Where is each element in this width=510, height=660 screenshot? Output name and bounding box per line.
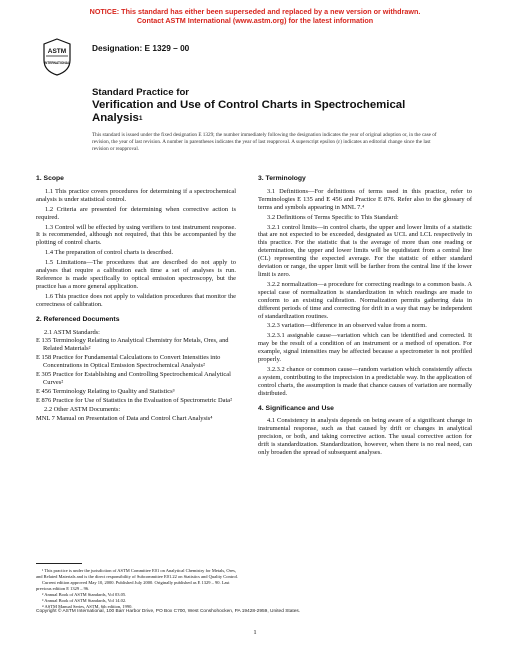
terminology-para: 3.2.3 variation—difference in an observed value from a norm. xyxy=(267,322,427,330)
notice-line-1: NOTICE: This standard has either been superseded and replaced by a new version or withdrawn. xyxy=(89,7,421,16)
terminology-para: 3.2.3.2 chance or common cause—random variation which consistently affects a system, contributing to the imprecision in a predictable way. In the application of control charts, the assumption is made that chance causes of variation are normally distributed. xyxy=(258,365,472,397)
footnote: ³ Annual Book of ASTM Standards, Vol 14.02. xyxy=(42,598,127,603)
reference-item: MNL 7 Manual on Presentation of Data and Control Chart Analysis⁴ xyxy=(36,414,213,422)
terminology-para: 3.2.2 normalization—a procedure for correcting readings to a common basis. A special case of normalization is standardization in which readings are made to conform to an existing calibration. Normalization permits gathering data in different periods of time and correcting for drift in a way that may be independent of standardization routines. xyxy=(258,280,472,320)
page-number: 1 xyxy=(253,629,257,636)
logo-top-text: ASTM xyxy=(47,48,67,55)
document-title xyxy=(92,87,482,125)
notice-line-2: Contact ASTM International (www.astm.org) for the latest information xyxy=(136,16,374,25)
right-column xyxy=(258,175,472,459)
terminology-para: 3.2.3.1 assignable cause—variation which can be identified and corrected. It may be the result of a condition of an instrument or a method of operation. For example, signal intensities may be affected because a spectrometer is not profiled properly. xyxy=(258,332,472,364)
title-footnote-mark: 1 xyxy=(138,115,143,123)
referenced-documents-heading: 2. Referenced Documents xyxy=(36,315,120,323)
supersession-notice xyxy=(0,7,510,25)
footnote-rule xyxy=(36,563,82,564)
scope-para-6: 1.6 This practice does not apply to validation procedures that monitor the correctness of calibration. xyxy=(36,292,236,308)
scope-para-1: 1.1 This practice covers procedures for determining if a spectrochemical analysis is under statistical control. xyxy=(36,187,236,203)
title-line-1: Standard Practice for xyxy=(92,87,190,98)
reference-item: E 305 Practice for Establishing and Controlling Spectrochemical Analytical Curves² xyxy=(36,371,231,386)
copyright-line: Copyright © ASTM International, 100 Barr Harbor Drive, PO Box C700, West Conshohocken, PA 19428-2959, United States. xyxy=(36,609,301,614)
terminology-heading: 3. Terminology xyxy=(258,175,306,182)
footnote: ² Annual Book of ASTM Standards, Vol 03.05. xyxy=(42,592,127,597)
astm-standards-label: 2.1 ASTM Standards: xyxy=(44,328,100,336)
logo-bottom-text: INTERNATIONAL xyxy=(44,61,70,65)
title-line-3: Analysis xyxy=(92,112,139,125)
title-line-2: Verification and Use of Control Charts in Spectrochemical xyxy=(92,99,406,111)
footnote: ¹ This practice is under the jurisdiction of ASTM Committee E01 on Analytical Chemistry for Metals, Ores, and Related Materials and is the direct responsibility of Subcommittee E01.22 on Statistics and Quality Control. xyxy=(36,568,239,579)
reference-item: E 456 Terminology Relating to Quality and Statistics³ xyxy=(36,387,175,395)
terminology-para: 3.1 Definitions—For definitions of terms used in this practice, refer to Terminologies E 135 and E 456 and Practice E 876. Refer also to the glossary of terms and symbols appearing in MNL 7.⁴ xyxy=(258,187,472,211)
reference-item: E 158 Practice for Fundamental Calculations to Convert Intensities into Concentrations in Optical Emission Spectrochemical Analysis² xyxy=(36,354,221,370)
significance-para: 4.1 Consistency in analysis depends on being aware of a significant change in instrumental response, such as that caused by drift or changes in analytical precision, or both, and taking corrective action. The usual corrective action for drift is standardization. Standardization, however, when there is no real need, can only broaden the spread of subsequent analyses. xyxy=(258,417,472,457)
significance-heading: 4. Significance and Use xyxy=(258,404,334,412)
scope-heading: 1. Scope xyxy=(36,175,64,182)
reference-item: E 135 Terminology Relating to Analytical Chemistry for Metals, Ores, and Related Materials² xyxy=(36,337,229,353)
scope-para-2: 1.2 Criteria are presented for determining when corrective action is required. xyxy=(36,205,236,221)
footnote: ⁴ ASTM Manual Series, ASTM, 6th edition, 1990. xyxy=(42,604,133,609)
footnote: Current edition approved May 10, 2000. Published July 2000. Originally published as E 1329 – 90. Last previous edition E 1329 – 96. xyxy=(36,580,230,591)
scope-para-5: 1.5 Limitations—The procedures that are described do not apply to analyses that require a calibration each time a set of analyses is run. Reference is made specifically to optical emission spectroscopy, but the practice has a more general application. xyxy=(36,259,236,290)
footnotes xyxy=(36,563,242,610)
issuance-statement: This standard is issued under the fixed designation E 1329; the number immediately following the designation indicates the year of original adoption or, in the case of revision, the year of last revision. A number in parentheses indicates the year of last reapproval. A superscript epsilon (ε) indicates an editorial change since the last revision or reapproval. xyxy=(92,132,437,152)
scope-para-4: 1.4 The preparation of control charts is described. xyxy=(45,249,174,257)
terminology-para: 3.2 Definitions of Terms Specific to This Standard: xyxy=(267,213,399,221)
astm-logo xyxy=(42,38,72,76)
left-column xyxy=(36,175,236,423)
other-documents-label: 2.2 Other ASTM Documents: xyxy=(44,405,121,413)
scope-para-3: 1.3 Control will be effected by using verifiers to test instrument response. It is recommended, although not required, that this be accompanied by the plotting of control charts. xyxy=(36,223,236,247)
terminology-para: 3.2.1 control limits—in control charts, the upper and lower limits of a statistic that are not expected to be exceeded, designated as UCL and LCL respectively in this practice. For the statistic that is the average of more than one reading or determination, the upper and lower limits will be equidistant from a central line (CL) representing the expected average. For the statistic of either standard deviation or range, the upper limit will be farther from the central line if the lower limit is zero. xyxy=(258,223,472,278)
reference-item: E 876 Practice for Use of Statistics in the Evaluation of Spectrometric Data² xyxy=(36,396,233,404)
designation: Designation: E 1329 – 00 xyxy=(92,43,190,53)
